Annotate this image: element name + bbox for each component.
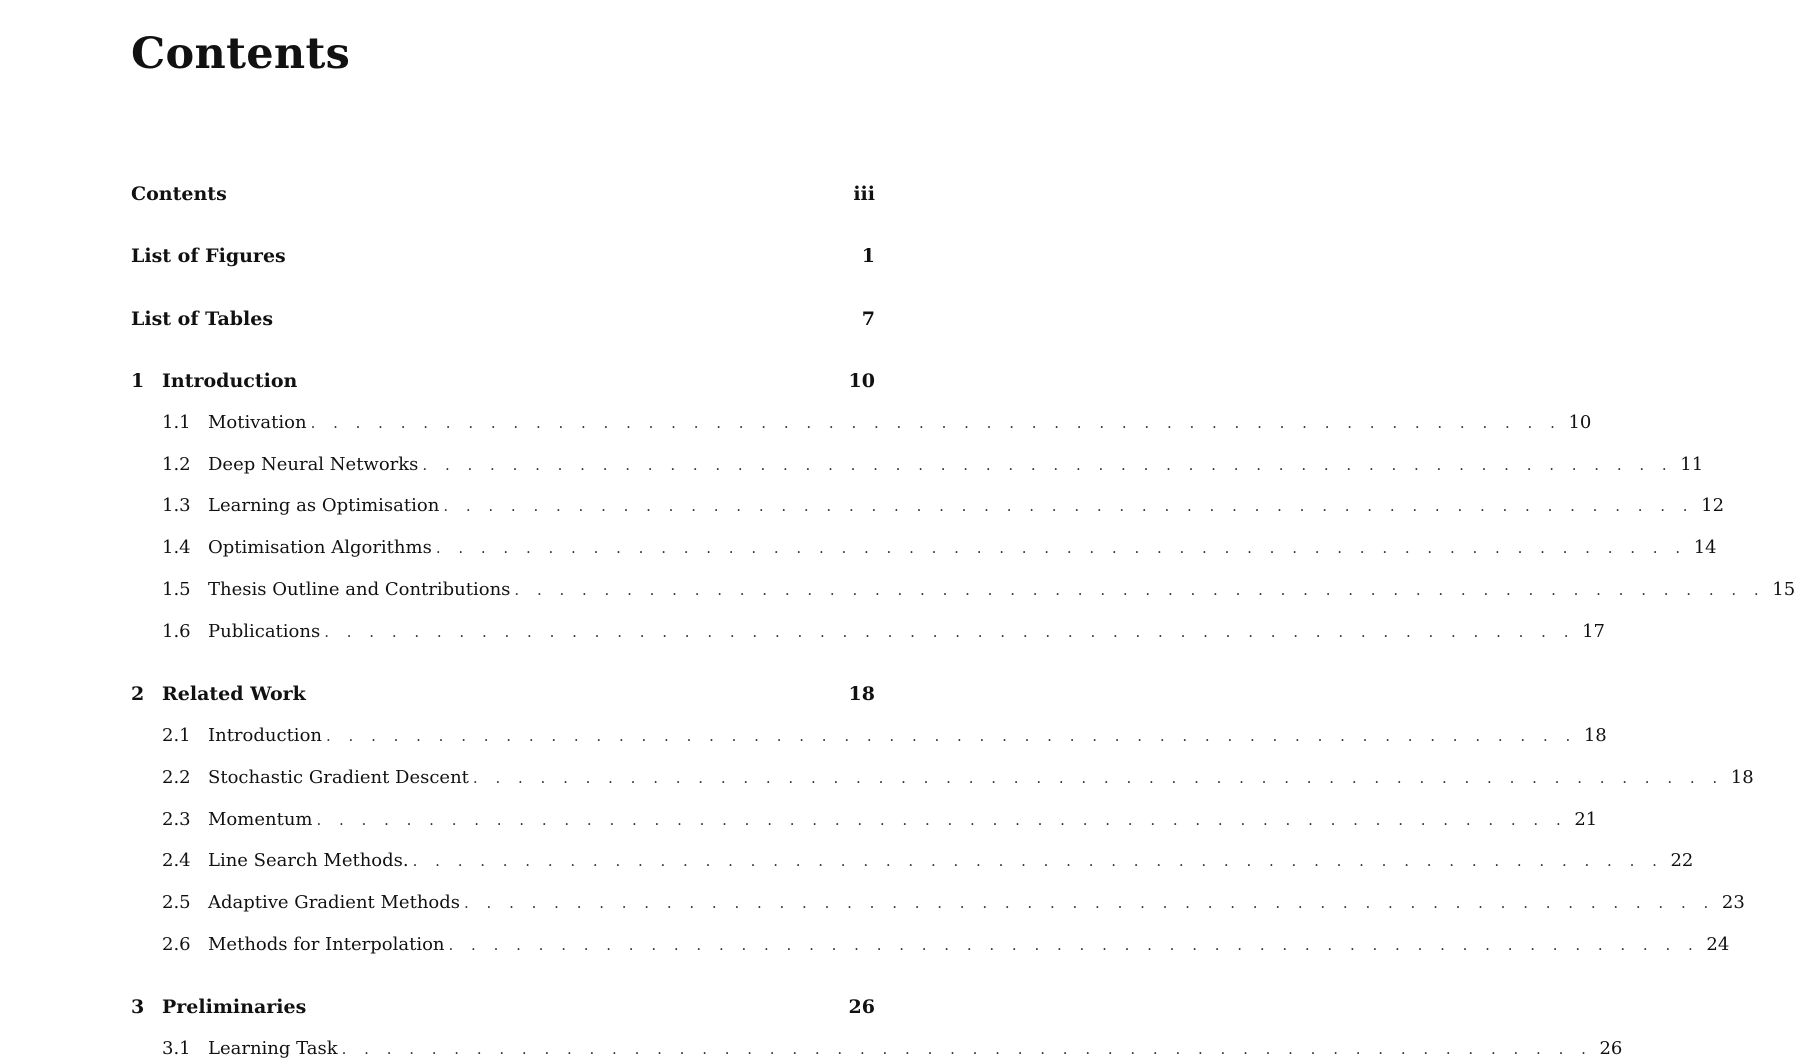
toc-section-1-3[interactable] (131, 492, 1725, 520)
section-title: Motivation (208, 412, 307, 433)
chapter-number: 2 (131, 683, 145, 705)
section-page: 21 (1574, 809, 1598, 830)
section-number: 1.3 (162, 495, 191, 516)
dot-leader: . . . . . . . . . . . . . . . . . . . . . . . . . . . . . . . . . . . . . . . . . . . . . . . . . . . . . . . . (443, 497, 1695, 515)
toc-section-2-4[interactable] (131, 847, 1694, 875)
dot-leader: . . . . . . . . . . . . . . . . . . . . . . . . . . . . . . . . . . . . . . . . . . . . . . . . . . . . . . . . (448, 936, 1700, 954)
section-page: 18 (1730, 767, 1754, 788)
chapter-title: Preliminaries (162, 996, 307, 1018)
toc-section-1-5[interactable] (131, 576, 1795, 604)
section-page: 10 (1568, 412, 1592, 433)
toc-entry-list-of-tables[interactable] (131, 305, 875, 333)
toc-section-1-1[interactable] (131, 409, 1592, 437)
section-title: Learning Task (208, 1038, 338, 1059)
section-title: Introduction (208, 725, 322, 746)
section-number: 1.2 (162, 454, 191, 475)
dot-leader: . . . . . . . . . . . . . . . . . . . . . . . . . . . . . . . . . . . . . . . . . . . . . . . . . . . . . . . . (326, 727, 1577, 745)
chapter-page: 18 (848, 683, 875, 705)
section-page: 14 (1693, 537, 1717, 558)
section-title: Optimisation Algorithms (208, 537, 432, 558)
section-page: 23 (1721, 892, 1745, 913)
chapter-page: 26 (848, 996, 875, 1018)
section-number: 1.5 (162, 579, 191, 600)
page-title: Contents (131, 29, 351, 79)
toc-section-2-3[interactable] (131, 806, 1598, 834)
toc-section-1-2[interactable] (131, 451, 1704, 479)
toc-entry-page: 7 (861, 308, 875, 330)
section-title: Thesis Outline and Contributions (208, 579, 511, 600)
chapter-number: 3 (131, 996, 145, 1018)
toc-chapter-3[interactable] (131, 993, 875, 1021)
toc-section-2-2[interactable] (131, 764, 1754, 792)
section-title: Deep Neural Networks (208, 454, 419, 475)
toc-entry-title: Contents (131, 183, 227, 205)
section-number: 3.1 (162, 1038, 191, 1059)
section-title: Publications (208, 621, 321, 642)
toc-entry-list-of-figures[interactable] (131, 242, 875, 270)
dot-leader: . . . . . . . . . . . . . . . . . . . . . . . . . . . . . . . . . . . . . . . . . . . . . . . . . . . . . . . . (341, 1040, 1593, 1058)
chapter-title: Introduction (162, 370, 298, 392)
section-page: 18 (1583, 725, 1607, 746)
section-title: Line Search Methods. (208, 850, 409, 871)
dot-leader: . . . . . . . . . . . . . . . . . . . . . . . . . . . . . . . . . . . . . . . . . . . . . . . . . . . . . . . . (472, 769, 1724, 787)
dot-leader: . . . . . . . . . . . . . . . . . . . . . . . . . . . . . . . . . . . . . . . . . . . . . . . . . . . . . . . . (464, 894, 1715, 912)
toc-section-2-5[interactable] (131, 889, 1745, 917)
section-page: 15 (1772, 579, 1795, 600)
chapter-number: 1 (131, 370, 145, 392)
section-title: Stochastic Gradient Descent (208, 767, 469, 788)
toc-entry-title: List of Tables (131, 308, 274, 330)
dot-leader: . . . . . . . . . . . . . . . . . . . . . . . . . . . . . . . . . . . . . . . . . . . . . . . . . . . . . . . . (310, 414, 1562, 432)
chapter-title: Related Work (162, 683, 306, 705)
section-number: 2.3 (162, 809, 191, 830)
section-number: 2.4 (162, 850, 191, 871)
section-number: 1.6 (162, 621, 191, 642)
dot-leader: . . . . . . . . . . . . . . . . . . . . . . . . . . . . . . . . . . . . . . . . . . . . . . . . . . . . . . . . (316, 811, 1568, 829)
dot-leader: . . . . . . . . . . . . . . . . . . . . . . . . . . . . . . . . . . . . . . . . . . . . . . . . . . . . . . . . (324, 623, 1575, 641)
toc-section-1-6[interactable] (131, 618, 1605, 646)
toc-entry-page: iii (853, 183, 875, 205)
toc-section-3-1[interactable] (131, 1035, 1623, 1063)
section-title: Learning as Optimisation (208, 495, 440, 516)
dot-leader: . . . . . . . . . . . . . . . . . . . . . . . . . . . . . . . . . . . . . . . . . . . . . . . . . . . . . . . . (514, 581, 1766, 599)
section-page: 26 (1599, 1038, 1623, 1059)
section-number: 1.1 (162, 412, 191, 433)
section-title: Adaptive Gradient Methods (208, 892, 461, 913)
section-number: 1.4 (162, 537, 191, 558)
dot-leader: . . . . . . . . . . . . . . . . . . . . . . . . . . . . . . . . . . . . . . . . . . . . . . . . . . . . . . . . (435, 539, 1687, 557)
section-page: 11 (1680, 454, 1704, 475)
section-title: Methods for Interpolation (208, 934, 445, 955)
section-page: 22 (1670, 850, 1694, 871)
section-number: 2.2 (162, 767, 191, 788)
section-page: 12 (1701, 495, 1725, 516)
toc-entry-title: List of Figures (131, 245, 286, 267)
toc-section-2-6[interactable] (131, 931, 1730, 959)
dot-leader: . . . . . . . . . . . . . . . . . . . . . . . . . . . . . . . . . . . . . . . . . . . . . . . . . . . . . . . . (412, 852, 1664, 870)
toc-chapter-1[interactable] (131, 367, 875, 395)
toc-entry-contents[interactable] (131, 180, 875, 208)
toc-section-2-1[interactable] (131, 722, 1607, 750)
toc-chapter-2[interactable] (131, 680, 875, 708)
toc-section-1-4[interactable] (131, 534, 1717, 562)
dot-leader: . . . . . . . . . . . . . . . . . . . . . . . . . . . . . . . . . . . . . . . . . . . . . . . . . . . . . . . . (422, 456, 1674, 474)
section-page: 24 (1706, 934, 1730, 955)
section-title: Momentum (208, 809, 313, 830)
section-number: 2.5 (162, 892, 191, 913)
section-number: 2.6 (162, 934, 191, 955)
section-page: 17 (1582, 621, 1605, 642)
chapter-page: 10 (848, 370, 875, 392)
section-number: 2.1 (162, 725, 191, 746)
toc-entry-page: 1 (861, 245, 875, 267)
